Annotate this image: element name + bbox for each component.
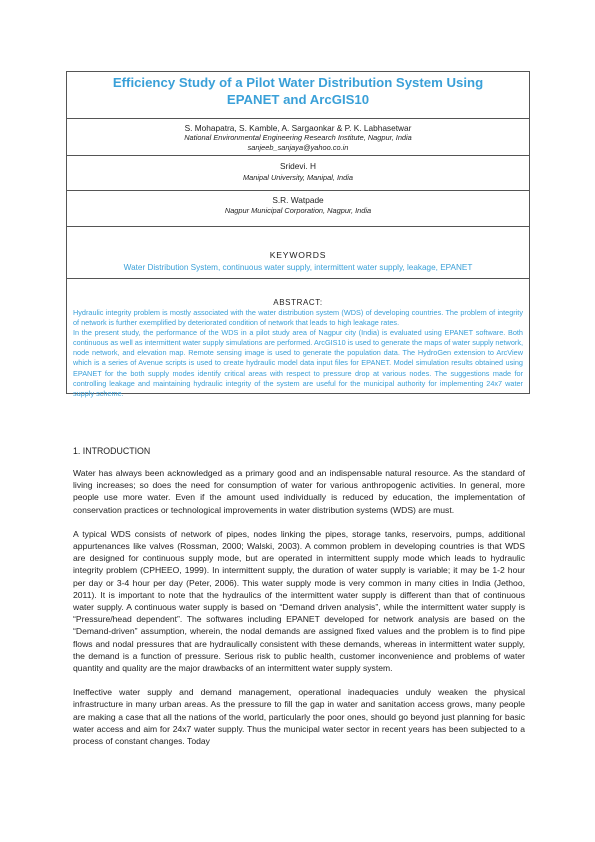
author-info-box <box>66 118 530 398</box>
author-names-1: S. Mohapatra, S. Kamble, A. Sargaonkar & P. K. Labhasetwar <box>184 123 412 133</box>
abstract-paragraph-1: Hydraulic integrity problem is mostly associated with the water distribution system (WDS) of developing countries. The problem of integrity of network is further exemplified by deteriorated condition of network that leads to high leakage rates. <box>73 308 523 328</box>
row-divider <box>67 155 529 156</box>
author-affiliation-1: National Environmental Engineering Research Institute, Nagpur, India <box>184 133 412 142</box>
keywords-text: Water Distribution System, continuous water supply, intermittent water supply, leakage, EPANET <box>123 263 473 272</box>
abstract-body <box>73 308 523 399</box>
keywords-heading: KEYWORDS <box>269 250 327 260</box>
paper-title <box>67 74 529 108</box>
title-line-2: EPANET and ArcGIS10 <box>226 92 370 107</box>
introduction-paragraph-1: Water has always been acknowledged as a primary good and an indispensable natural resource. As the standard of living increases; so does the need for consumption of water for various anthropogenic activities. In general, more people use more water. Even if the amount used individually is reduced by education, the implementation of conservation practices or technological improvements in water distribution systems (WDS) are must. <box>73 468 525 515</box>
author-email: sanjeeb_sanjaya@yahoo.co.in <box>247 143 349 152</box>
author-affiliation-2: Manipal University, Manipal, India <box>243 173 353 182</box>
row-divider <box>67 190 529 191</box>
introduction-body <box>73 467 525 759</box>
abstract-paragraph-2: In the present study, the performance of the WDS in a pilot study area of Nagpur city (India) is evaluated using EPANET software. Both continuous as well as intermittent water supply simulations are performed. ArcGIS10 is used to generate the maps of water supply network, node network, and elevation map. Remote sensing image is used to generate the population data. The HydroGen extension to ArcView which is a series of Avenue scripts is used to create hydraulic model data input files for EPANET. Model simulation results obtained using EPANET for the both supply modes identify critical areas with respect to pressure drop at various nodes. The suggestions made for controlling leakage and maintaining hydraulic integrity of the system are useful for the municipal authority for implementing 24x7 water supply scheme. <box>73 328 523 398</box>
row-divider <box>67 278 529 279</box>
title-box <box>66 71 530 119</box>
author-names-2: Sridevi. H <box>280 161 316 171</box>
author-names-3: S.R. Watpade <box>272 195 324 205</box>
abstract-heading: ABSTRACT: <box>273 298 323 307</box>
row-divider <box>67 226 529 227</box>
section-heading-introduction: 1. INTRODUCTION <box>73 446 151 456</box>
author-affiliation-3: Nagpur Municipal Corporation, Nagpur, India <box>224 206 372 215</box>
introduction-paragraph-2: A typical WDS consists of network of pipes, nodes linking the pipes, storage tanks, reservoirs, pumps, additional appurtenances like valves (Rossman, 2000; Walski, 2003). A common problem in developing countries is that WDS are designed for continuous supply mode, but are operated in intermittent supply mode which leads to hydraulic integrity problem (CPHEEO, 1999). In intermittent supply, the duration of water supply is variable; it may be 1-2 hour per day or 3-4 hour per day (Peter, 2006). This water supply mode is very common in many cities in India (Jethoo, 2011). It is important to note that the hydraulics of the intermittent water supply is different than that of continuous water supply. A continuous water supply is based on “Demand driven analysis”, while the intermittent water supply is “Pressure/head dependent”. The softwares including EPANET developed for network analysis are based on the “Demand-driven” assumption, wherein, the nodal demands are assigned fixed values and the problem is to find pipe flows and nodal pressures that are hydraulically consistent with these demands, whereas in intermittent water supply, the demand is a function of pressure. Serious risk to public health, customer inconvenience and problems of water quantity and quality are the major drawbacks of an intermittent water supply system. <box>73 528 525 674</box>
introduction-paragraph-3: Ineffective water supply and demand management, operational inadequacies unduly weaken the physical infrastructure in many urban areas. As the pressure to fill the gap in water and sanitation access grows, many people are making a case that all the nations of the world, particularly the poor ones, should go beyond just planning for basic water access and aim for 24x7 water supply. Thus the municipal water sector in recent years has been subjected to a process of constant changes. Today <box>73 687 525 747</box>
title-line-1: Efficiency Study of a Pilot Water Distribution System Using <box>112 75 484 90</box>
